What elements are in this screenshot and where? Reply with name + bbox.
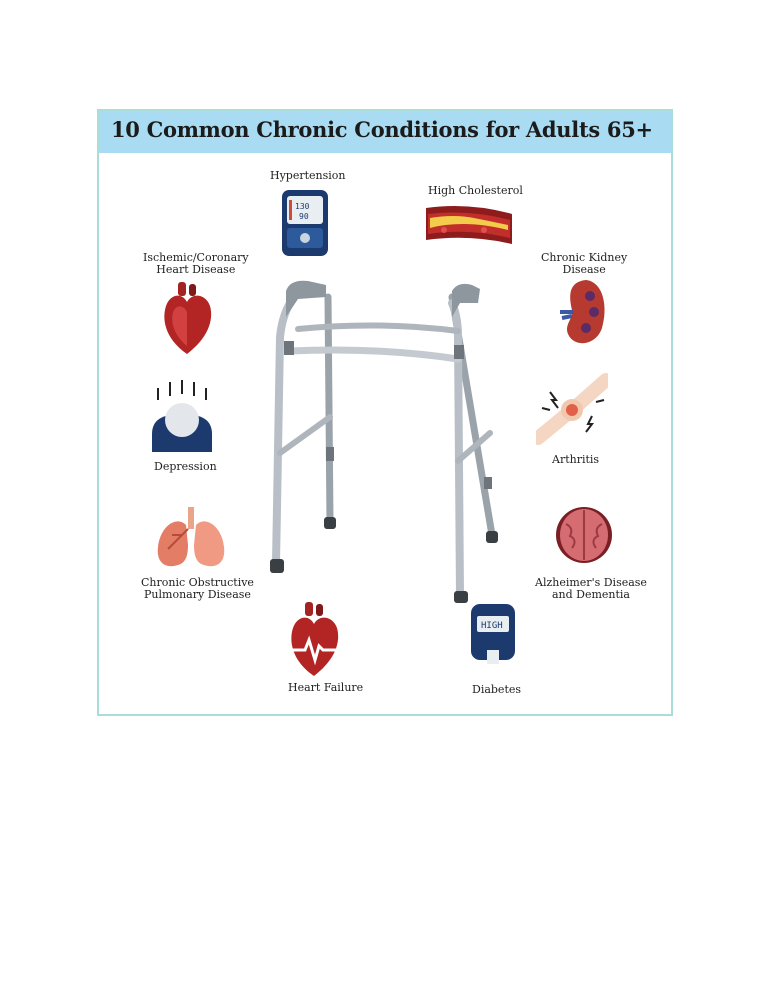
bp-diastolic: 90: [299, 212, 309, 221]
arthritis-joint-icon: [536, 372, 608, 448]
artery-cholesterol-icon: [424, 200, 514, 248]
label-alzheimers-line2: and Dementia: [551, 588, 630, 601]
label-diabetes: Diabetes: [472, 683, 522, 696]
label-copd: [141, 577, 254, 601]
label-ischemic-line1: Ischemic/Coronary: [143, 251, 249, 264]
brain-icon: [552, 500, 616, 570]
heart-failure-icon: [287, 600, 341, 678]
title-bar: [99, 111, 671, 153]
heart-icon: [160, 280, 214, 356]
glucose-meter-icon: [469, 602, 517, 664]
label-alzheimers-dementia: [535, 577, 647, 601]
label-copd-line1: Chronic Obstructive: [141, 576, 254, 589]
label-kidney-line1: Chronic Kidney: [541, 251, 628, 264]
glucose-reading: HIGH: [481, 621, 503, 631]
depression-icon: [150, 378, 214, 454]
kidney-icon: [556, 278, 608, 348]
page-title: 10 Common Chronic Conditions for Adults 65+: [111, 117, 653, 142]
label-hypertension: Hypertension: [270, 169, 346, 182]
bp-systolic: 130: [295, 202, 310, 211]
label-chronic-kidney-disease: [541, 252, 627, 276]
label-kidney-line2: Disease: [562, 263, 606, 276]
lungs-icon: [154, 505, 228, 571]
label-ischemic-heart-disease: [143, 252, 249, 276]
label-high-cholesterol: High Cholesterol: [428, 184, 523, 197]
label-ischemic-line2: Heart Disease: [156, 263, 236, 276]
walker-icon: [268, 277, 508, 605]
label-alzheimers-line1: Alzheimer's Disease: [535, 576, 647, 589]
label-heart-failure: Heart Failure: [288, 681, 364, 694]
blood-pressure-monitor-icon: [280, 188, 330, 258]
label-copd-line2: Pulmonary Disease: [144, 588, 251, 601]
label-depression: Depression: [154, 460, 217, 473]
label-arthritis: Arthritis: [552, 453, 600, 466]
